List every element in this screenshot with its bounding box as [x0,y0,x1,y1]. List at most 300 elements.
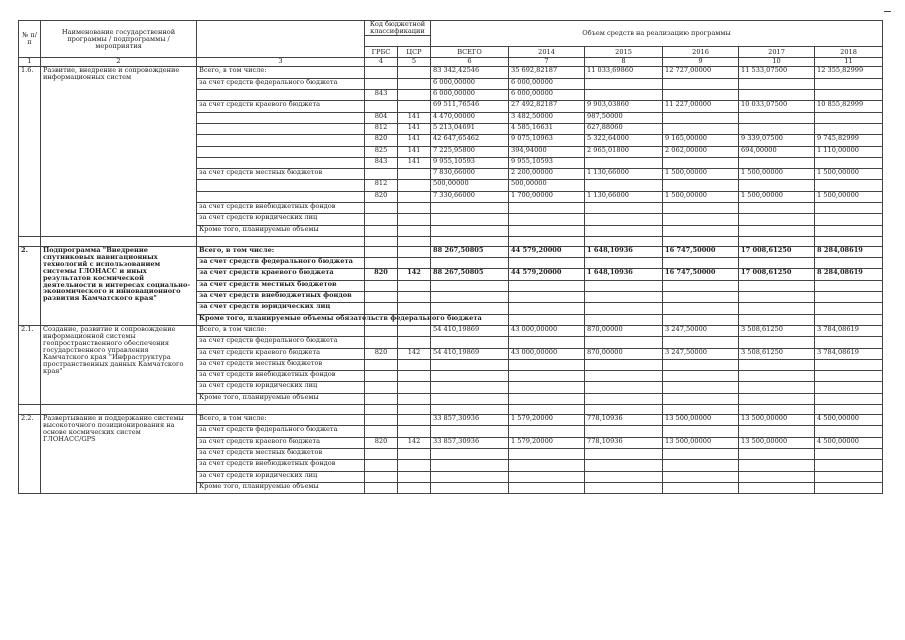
year-amount: 1 130,66000 [585,169,663,180]
year-amount: 987,50000 [585,112,663,123]
header-total: ВСЕГО [431,47,509,58]
year-amount [663,393,739,404]
year-amount [739,214,815,225]
empty-cell [815,405,883,415]
year-amount [509,393,585,404]
csr-code [398,180,431,191]
csr-code [398,382,431,393]
year-amount: 2 062,00000 [663,146,739,157]
funding-source: за счет средств юридических лиц [197,214,365,225]
empty-cell [663,236,739,246]
year-amount [815,482,883,493]
csr-code: 141 [398,146,431,157]
funding-source: за счет средств внебюджетных фондов [197,371,365,382]
year-amount [509,371,585,382]
year-amount [663,337,739,348]
funding-source [197,146,365,157]
year-amount [585,180,663,191]
year-amount [509,426,585,437]
total-amount: 7 330,66000 [431,191,509,202]
spacer-row [19,236,883,246]
csr-code [398,359,431,370]
year-amount: 3 784,08619 [815,325,883,336]
year-amount [509,214,585,225]
csr-code: 141 [398,112,431,123]
year-amount [585,426,663,437]
funding-source: за счет средств внебюджетных фондов [197,460,365,471]
empty-cell [431,236,509,246]
year-amount: 1 110,00000 [815,146,883,157]
year-amount [585,371,663,382]
year-amount: 3 508,61250 [739,325,815,336]
column-number: 5 [398,58,431,67]
empty-cell [398,236,431,246]
empty-cell [739,405,815,415]
csr-code [398,415,431,426]
year-amount [739,337,815,348]
total-amount [431,203,509,214]
csr-code [398,214,431,225]
header-name: Наименование государственной программы / подпрограммы / мероприятия [41,21,197,58]
year-amount: 13 500,00000 [739,415,815,426]
csr-code: 141 [398,123,431,134]
total-amount: 54 410,19869 [431,348,509,359]
year-amount [509,258,585,269]
year-amount [739,482,815,493]
year-amount [815,123,883,134]
year-amount [585,448,663,459]
year-amount [739,112,815,123]
year-amount [663,225,739,236]
year-amount [739,280,815,291]
table-row [19,246,883,257]
column-number: 1 [19,58,41,67]
funding-source: Всего, в том числе: [197,325,365,336]
total-amount [431,359,509,370]
year-amount [815,78,883,89]
year-amount [663,123,739,134]
year-amount [739,426,815,437]
empty-cell [365,236,398,246]
csr-code [398,67,431,78]
funding-source [197,112,365,123]
empty-cell [509,405,585,415]
total-amount [431,303,509,314]
csr-code [398,225,431,236]
year-amount: 9 745,82999 [815,135,883,146]
year-amount [663,371,739,382]
grbs-code [365,426,398,437]
year-amount: 694,00000 [739,146,815,157]
funding-source: за счет средств местных бюджетов [197,280,365,291]
year-amount [739,225,815,236]
year-amount [663,258,739,269]
year-amount: 1 500,00000 [739,169,815,180]
empty-cell [739,236,815,246]
header-amount: Объем средств на реализацию программы [431,21,883,47]
funding-source: за счет средств краевого бюджета [197,348,365,359]
funding-source [197,123,365,134]
year-amount: 1 579,20000 [509,437,585,448]
year-amount [663,78,739,89]
csr-code [398,426,431,437]
column-number: 9 [663,58,739,67]
item-number: 2. [19,246,41,325]
year-amount: 12 355,82999 [815,67,883,78]
year-amount: 17 008,61250 [739,246,815,257]
year-amount [815,448,883,459]
year-amount [585,203,663,214]
year-amount [663,214,739,225]
grbs-code: 820 [365,348,398,359]
year-amount: 4 500,00000 [815,415,883,426]
year-amount [509,337,585,348]
year-amount: 4 500,00000 [815,437,883,448]
year-amount [815,157,883,168]
total-amount [431,371,509,382]
table-header [19,21,883,67]
funding-source: за счет средств федерального бюджета [197,258,365,269]
csr-code [398,78,431,89]
year-amount: 3 508,61250 [739,348,815,359]
year-amount [739,303,815,314]
empty-cell [431,405,509,415]
year-amount [663,314,739,325]
year-amount [585,471,663,482]
empty-cell [398,405,431,415]
year-amount [585,482,663,493]
csr-code: 142 [398,437,431,448]
year-amount [815,292,883,303]
year-amount: 3 247,50000 [663,325,739,336]
year-amount [739,471,815,482]
grbs-code [365,359,398,370]
total-amount: 88 267,50805 [431,246,509,257]
csr-code [398,337,431,348]
year-amount [663,157,739,168]
table-row [19,67,883,78]
year-amount [509,225,585,236]
grbs-code [365,169,398,180]
header-code-blank [365,35,431,46]
grbs-code [365,393,398,404]
funding-source: за счет средств федерального бюджета [197,78,365,89]
total-amount [431,214,509,225]
empty-cell [19,236,41,246]
funding-source: за счет средств местных бюджетов [197,448,365,459]
year-amount [585,258,663,269]
year-amount: 394,94000 [509,146,585,157]
funding-source: за счет средств внебюджетных фондов [197,203,365,214]
year-amount [663,203,739,214]
total-amount: 33 857,30936 [431,437,509,448]
grbs-code: 812 [365,180,398,191]
total-amount: 500,00000 [431,180,509,191]
header-budget-code: Код бюджетной классификации [365,21,431,36]
year-amount: 6 000,00000 [509,90,585,101]
total-amount: 42 647,65462 [431,135,509,146]
year-amount: 13 500,00000 [663,415,739,426]
empty-cell [197,236,365,246]
table-body [19,67,883,494]
total-amount: 69 511,76546 [431,101,509,112]
year-amount [509,314,585,325]
funding-source [197,90,365,101]
year-amount [585,314,663,325]
year-amount: 2 200,00000 [509,169,585,180]
year-amount: 1 648,10936 [585,269,663,280]
funding-source: за счет средств внебюджетных фондов [197,292,365,303]
total-amount [431,471,509,482]
total-amount [431,448,509,459]
year-amount [815,426,883,437]
empty-cell [663,405,739,415]
year-amount [815,471,883,482]
year-amount: 10 033,07500 [739,101,815,112]
year-amount [509,471,585,482]
year-amount [585,337,663,348]
year-amount: 11 533,07500 [739,67,815,78]
funding-source: Всего, в том числе: [197,415,365,426]
year-amount [585,280,663,291]
year-amount [739,393,815,404]
year-amount [815,393,883,404]
year-amount [585,393,663,404]
year-amount: 870,00000 [585,325,663,336]
grbs-code [365,482,398,493]
year-amount [815,214,883,225]
total-amount: 54 410,19869 [431,325,509,336]
total-amount: 9 955,10593 [431,157,509,168]
year-amount [663,303,739,314]
year-amount [739,90,815,101]
grbs-code [365,337,398,348]
funding-source: за счет средств краевого бюджета [197,269,365,280]
item-name: Подпрограмма "Внедрение спутниковых навигационных технологий с использованием системы ГЛОНАСС и иных результатов космической деятельности в интересах социально-экономического и инновационного развития Камчатского края" [41,246,197,325]
year-amount: 11 227,00000 [663,101,739,112]
year-amount: 1 500,00000 [663,169,739,180]
item-number: 2.2. [19,415,41,494]
year-amount: 3 247,50000 [663,348,739,359]
funding-source: Кроме того, планируемые объемы [197,393,365,404]
grbs-code [365,448,398,459]
year-amount: 44 579,20000 [509,269,585,280]
empty-cell [197,405,365,415]
year-amount: 6 000,00000 [509,78,585,89]
empty-cell [41,405,197,415]
grbs-code [365,214,398,225]
year-amount: 3 784,08619 [815,348,883,359]
total-amount [431,337,509,348]
year-amount [585,157,663,168]
year-amount: 35 692,82187 [509,67,585,78]
table-row [19,325,883,336]
year-amount: 16 747,50000 [663,246,739,257]
year-amount: 1 130,66000 [585,191,663,202]
year-amount: 8 284,08619 [815,246,883,257]
year-amount [509,359,585,370]
year-amount: 44 579,20000 [509,246,585,257]
header-year: 2016 [663,47,739,58]
year-amount [509,280,585,291]
csr-code [398,280,431,291]
grbs-code: 843 [365,90,398,101]
year-amount: 9 955,10593 [509,157,585,168]
year-amount: 8 284,08619 [815,269,883,280]
column-number: 7 [509,58,585,67]
grbs-code [365,203,398,214]
csr-code [398,90,431,101]
funding-source: за счет средств федерального бюджета [197,337,365,348]
csr-code [398,258,431,269]
header-year: 2015 [585,47,663,58]
grbs-code [365,78,398,89]
year-amount [815,112,883,123]
year-amount [585,225,663,236]
csr-code [398,325,431,336]
year-amount [815,371,883,382]
item-number: 2.1. [19,325,41,404]
year-amount [509,382,585,393]
header-number: № п/п [19,21,41,58]
year-amount: 27 492,82187 [509,101,585,112]
year-amount [739,258,815,269]
year-amount: 1 500,00000 [663,191,739,202]
year-amount [585,382,663,393]
total-amount [431,393,509,404]
year-amount [663,482,739,493]
year-amount [585,303,663,314]
grbs-code [365,303,398,314]
csr-code [398,393,431,404]
funding-source: Кроме того, планируемые объемы обязательств федерального бюджета [197,314,365,325]
year-amount [815,314,883,325]
year-amount [663,382,739,393]
funding-source: за счет средств юридических лиц [197,303,365,314]
year-amount [815,337,883,348]
grbs-code [365,471,398,482]
total-amount: 4 470,00000 [431,112,509,123]
year-amount: 11 033,69860 [585,67,663,78]
csr-code [398,203,431,214]
item-name: Создание, развитие и сопровождение информационной системы геопространственного обеспечения государственного управления Камчатского края "Инфраструктура пространственных данных Камчатского края" [41,325,197,404]
year-amount [739,448,815,459]
grbs-code [365,292,398,303]
year-amount [509,303,585,314]
year-amount: 10 855,82999 [815,101,883,112]
year-amount [815,382,883,393]
year-amount [663,90,739,101]
year-amount: 500,00000 [509,180,585,191]
csr-code: 141 [398,135,431,146]
grbs-code [365,258,398,269]
year-amount [815,280,883,291]
year-amount [585,214,663,225]
grbs-code: 804 [365,112,398,123]
total-amount: 5 213,04691 [431,123,509,134]
year-amount [739,203,815,214]
year-amount [585,78,663,89]
year-amount [509,448,585,459]
csr-code [398,303,431,314]
year-amount [739,157,815,168]
year-amount: 778,10936 [585,415,663,426]
year-amount [585,292,663,303]
year-amount: 778,10936 [585,437,663,448]
year-amount [663,292,739,303]
year-amount: 1 579,20000 [509,415,585,426]
year-amount: 9 075,10963 [509,135,585,146]
year-amount: 1 500,00000 [739,191,815,202]
total-amount: 33 857,30936 [431,415,509,426]
total-amount [431,258,509,269]
funding-source [197,135,365,146]
funding-source: за счет средств юридических лиц [197,471,365,482]
header-source-blank [197,21,365,58]
year-amount: 43 000,00000 [509,325,585,336]
header-year: 2017 [739,47,815,58]
year-amount: 3 482,50000 [509,112,585,123]
funding-source [197,180,365,191]
header-grbs: ГРБС [365,47,398,58]
year-amount [509,203,585,214]
grbs-code [365,101,398,112]
year-amount: 17 008,61250 [739,269,815,280]
csr-code [398,471,431,482]
column-number: 2 [41,58,197,67]
year-amount [663,448,739,459]
year-amount [509,292,585,303]
empty-cell [41,236,197,246]
total-amount: 83 342,42546 [431,67,509,78]
grbs-code [365,382,398,393]
grbs-code: 820 [365,437,398,448]
csr-code [398,460,431,471]
funding-source: за счет средств юридических лиц [197,382,365,393]
year-amount [663,426,739,437]
funding-source: за счет средств краевого бюджета [197,101,365,112]
year-amount [739,382,815,393]
year-amount [815,303,883,314]
empty-cell [585,236,663,246]
column-number: 3 [197,58,365,67]
empty-cell [585,405,663,415]
year-amount [815,225,883,236]
csr-code [398,448,431,459]
year-amount [739,292,815,303]
funding-source: за счет средств местных бюджетов [197,359,365,370]
funding-source: Кроме того, планируемые объемы [197,482,365,493]
year-amount: 1 500,00000 [815,191,883,202]
column-number: 4 [365,58,398,67]
csr-code [398,292,431,303]
year-amount: 16 747,50000 [663,269,739,280]
year-amount [663,460,739,471]
year-amount [663,180,739,191]
year-amount [663,471,739,482]
total-amount [431,225,509,236]
grbs-code: 820 [365,135,398,146]
year-amount [739,460,815,471]
funding-source: Всего, в том числе: [197,67,365,78]
grbs-code [365,415,398,426]
year-amount [815,90,883,101]
year-amount: 1 648,10936 [585,246,663,257]
year-amount [509,482,585,493]
year-amount [815,203,883,214]
year-amount: 4 585,16631 [509,123,585,134]
table-row [19,415,883,426]
